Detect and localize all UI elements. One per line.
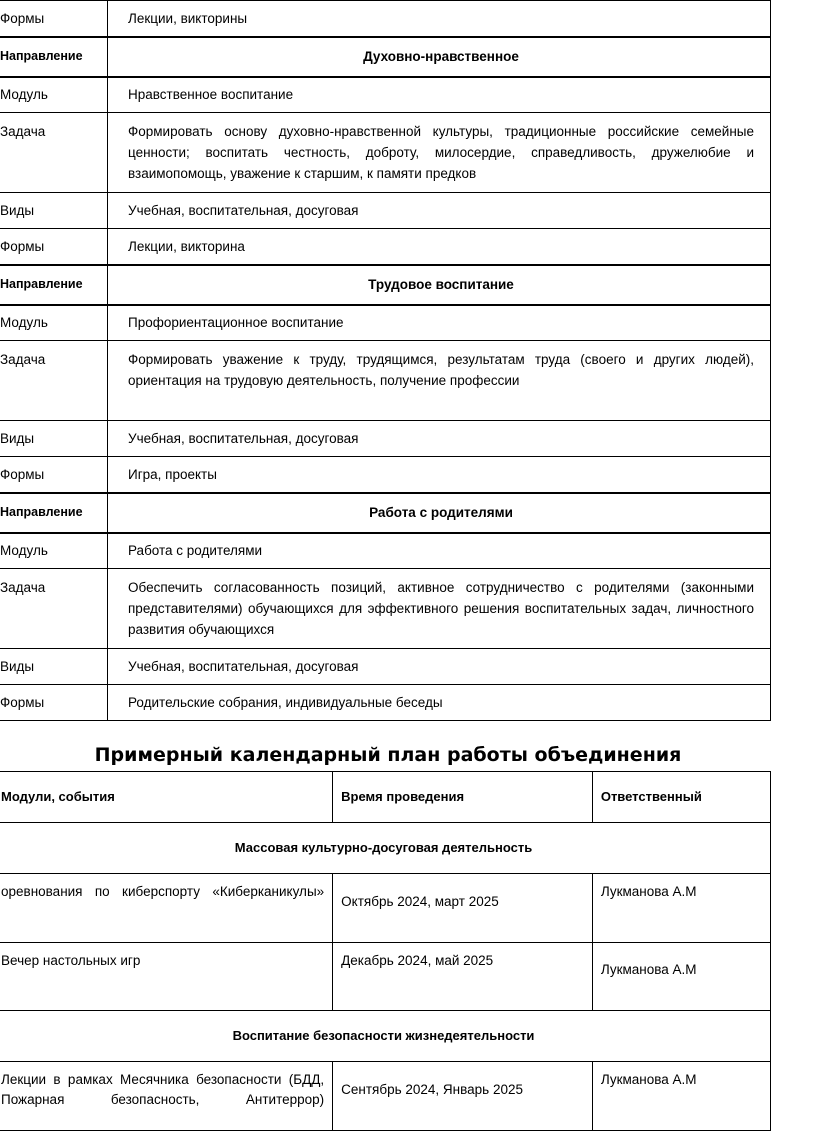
row-value: Обеспечить согласованность позиций, активное сотрудничество с родителями (законными представителями) обучающихся для эффективного решения воспитательных задач, личностного развития обучающихся (108, 569, 771, 649)
header-modules-events: Модули, события (0, 772, 333, 823)
row-label: Задача (0, 113, 108, 193)
table-row (0, 421, 771, 457)
direction-label: Направление (0, 493, 108, 533)
header-time: Время проведения (333, 772, 593, 823)
direction-name: Работа с родителями (108, 493, 771, 533)
event-cell: Лекции в рамках Месячника безопасности (БДД, Пожарная безопасность, Антитеррор) (0, 1062, 333, 1131)
row-label: Виды (0, 421, 108, 457)
responsible-cell: Лукманова А.М (592, 1062, 770, 1131)
table-row (0, 533, 771, 569)
direction-header-row (0, 493, 771, 533)
time-cell: Декабрь 2024, май 2025 (333, 943, 593, 1011)
row-label: Формы (0, 457, 108, 493)
row-label: Модуль (0, 77, 108, 113)
row-value: Учебная, воспитательная, досуговая (108, 193, 771, 229)
table-row (0, 193, 771, 229)
table-row (0, 943, 771, 1011)
row-label: Формы (0, 685, 108, 721)
table-header-row (0, 772, 771, 823)
direction-header-row (0, 37, 771, 77)
table-row (0, 649, 771, 685)
table-row (0, 874, 771, 943)
table-row (0, 457, 771, 493)
table-row (0, 229, 771, 265)
table-row (0, 1062, 771, 1131)
section-row (0, 823, 771, 874)
row-label: Модуль (0, 305, 108, 341)
calendar-plan-table (0, 771, 771, 1131)
direction-name: Духовно-нравственное (108, 37, 771, 77)
row-label: Задача (0, 569, 108, 649)
row-label: Виды (0, 193, 108, 229)
row-label: Модуль (0, 533, 108, 569)
event-cell: Вечер настольных игр (0, 943, 333, 1011)
section-mass-leisure: Массовая культурно-досуговая деятельность (0, 823, 771, 874)
row-value: Родительские собрания, индивидуальные беседы (108, 685, 771, 721)
row-value: Игра, проекты (108, 457, 771, 493)
direction-header-row (0, 265, 771, 305)
row-value: Нравственное воспитание (108, 77, 771, 113)
table-row (0, 341, 771, 421)
time-cell: Октябрь 2024, март 2025 (333, 874, 593, 943)
direction-label: Направление (0, 265, 108, 305)
row-value: Учебная, воспитательная, досуговая (108, 421, 771, 457)
row-label: Задача (0, 341, 108, 421)
row-value: Формировать основу духовно-нравственной культуры, традиционные российские семейные ценности; воспитать честность, доброту, милосердие, справедливость, дружелюбие и взаимопомощь, уважение к старшим, к памяти предков (108, 113, 771, 193)
header-responsible: Ответственный (592, 772, 770, 823)
table-row (0, 113, 771, 193)
row-value: Формировать уважение к труду, трудящимся, результатам труда (своего и других людей), ориентация на трудовую деятельность, получение профессии (108, 341, 771, 421)
time-cell: Сентябрь 2024, Январь 2025 (333, 1062, 593, 1131)
section-row (0, 1011, 771, 1062)
table-row (0, 305, 771, 341)
row-value: Учебная, воспитательная, досуговая (108, 649, 771, 685)
row-value: Работа с родителями (108, 533, 771, 569)
row-label: Виды (0, 649, 108, 685)
direction-name: Трудовое воспитание (108, 265, 771, 305)
direction-label: Направление (0, 37, 108, 77)
table-row (0, 77, 771, 113)
event-cell: оревнования по киберспорту «Киберканикулы» (0, 874, 333, 943)
row-label: Формы (0, 229, 108, 265)
row-value: Лекции, викторина (108, 229, 771, 265)
plan-title: Примерный календарный план работы объединения (94, 744, 682, 766)
row-value: Профориентационное воспитание (108, 305, 771, 341)
row-value: Лекции, викторины (108, 1, 771, 37)
table-row (0, 685, 771, 721)
row-label: Формы (0, 1, 108, 37)
responsible-cell: Лукманова А.М (592, 943, 770, 1011)
table-row (0, 1, 771, 37)
section-life-safety: Воспитание безопасности жизнедеятельности (0, 1011, 771, 1062)
responsible-cell: Лукманова А.М (592, 874, 770, 943)
table-row (0, 569, 771, 649)
